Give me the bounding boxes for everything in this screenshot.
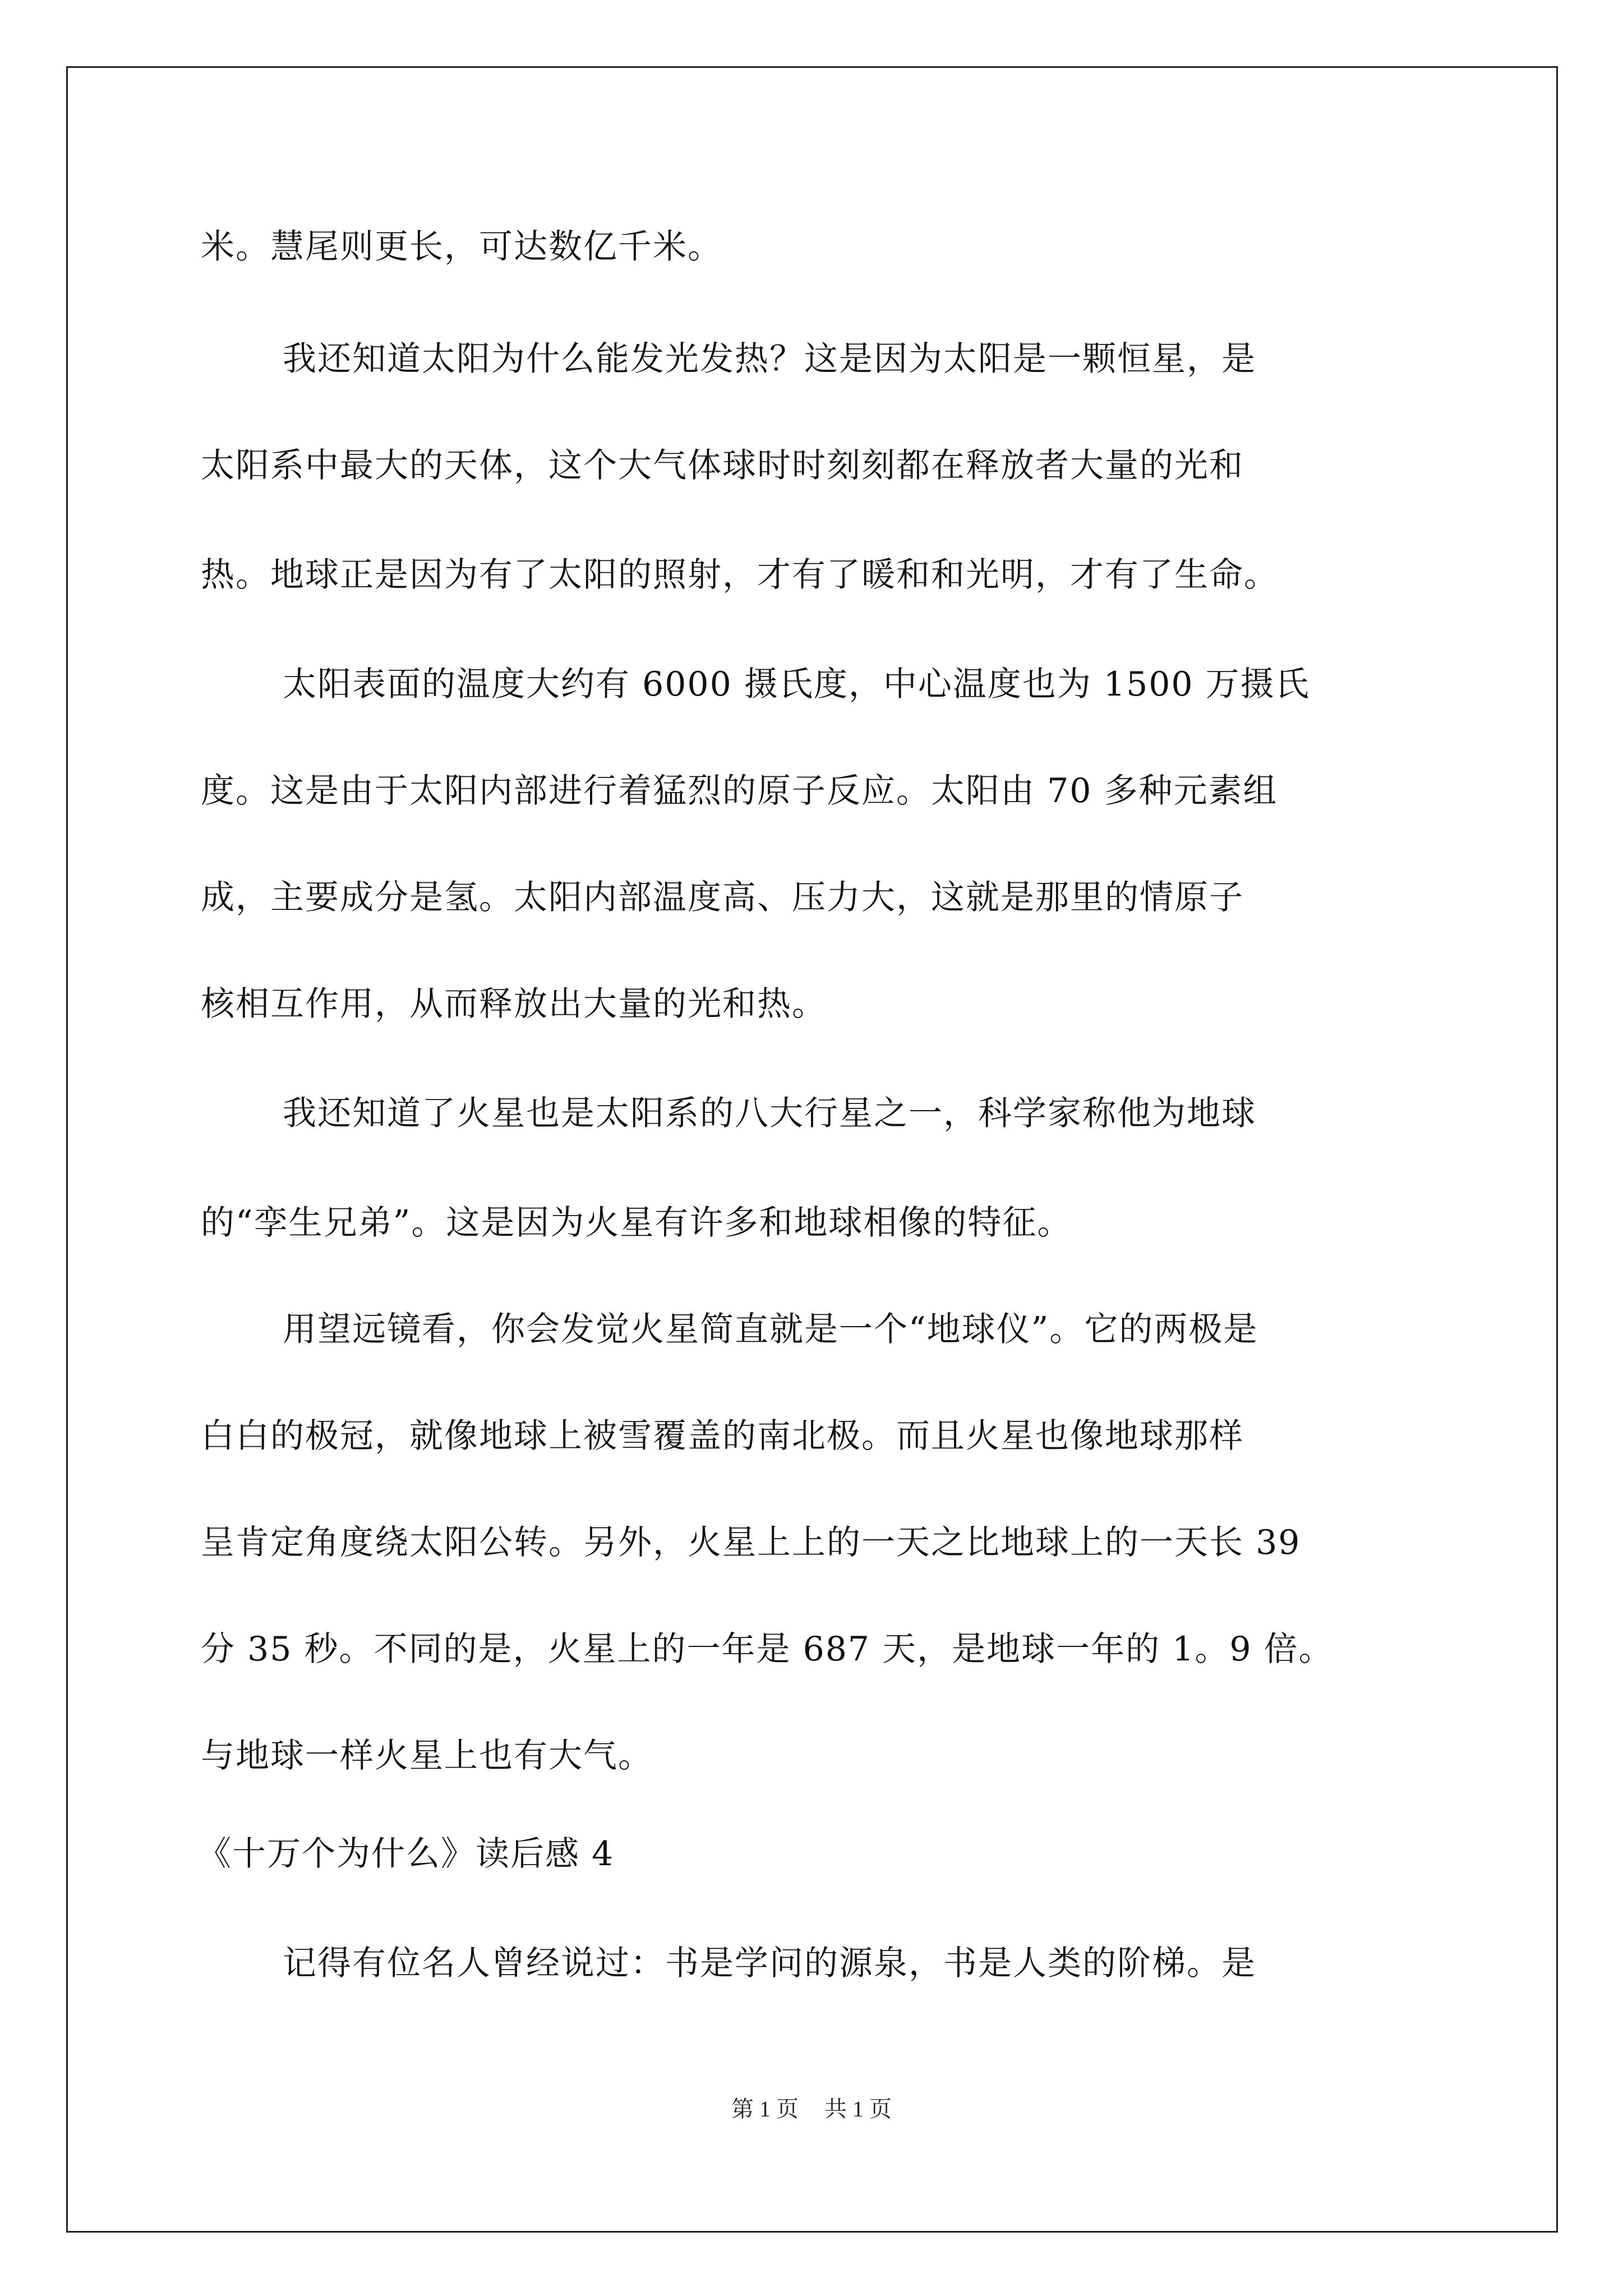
paragraph-start: 用望远镜看，你会发觉火星简直就是一个“地球仪”。它的两极是 xyxy=(283,1310,1258,1349)
paragraph-start: 记得有位名人曾经说过：书是学问的源泉，书是人类的阶梯。是 xyxy=(283,1944,1256,1983)
text-line: 白白的极冠，就像地球上被雪覆盖的南北极。而且火星也像地球那样 xyxy=(201,1416,1244,1456)
paragraph-start: 我还知道太阳为什么能发光发热？这是因为太阳是一颗恒星，是 xyxy=(283,339,1256,379)
text-line: 米。慧尾则更长，可达数亿千米。 xyxy=(201,227,722,266)
text-line: 核相互作用，从而释放出大量的光和热。 xyxy=(201,984,827,1024)
section-heading: 《十万个为什么》读后感 4 xyxy=(197,1834,615,1874)
text-line: 热。地球正是因为有了太阳的照射，才有了暖和和光明，才有了生命。 xyxy=(201,555,1279,595)
page-footer xyxy=(0,2095,1623,2123)
page-border xyxy=(66,66,1558,2233)
text-line: 度。这是由于太阳内部进行着猛烈的原子反应。太阳由 70 多种元素组 xyxy=(201,771,1278,811)
page-total: 共 1 页 xyxy=(824,2096,892,2122)
paragraph-start: 太阳表面的温度大约有 6000 摄氏度，中心温度也为 1500 万摄氏 xyxy=(283,665,1310,704)
text-line: 呈肯定角度绕太阳公转。另外，火星上上的一天之比地球上的一天长 39 xyxy=(201,1523,1301,1562)
text-line: 分 35 秒。不同的是，火星上的一年是 687 天，是地球一年的 1。9 倍。 xyxy=(201,1630,1334,1669)
text-line: 太阳系中最大的天体，这个大气体球时时刻刻都在释放者大量的光和 xyxy=(201,446,1244,485)
text-line: 成，主要成分是氢。太阳内部温度高、压力大，这就是那里的情原子 xyxy=(201,878,1244,917)
paragraph-start: 我还知道了火星也是太阳系的八大行星之一，科学家称他为地球 xyxy=(283,1094,1256,1133)
page-number: 第 1 页 xyxy=(731,2096,799,2122)
text-line: 与地球一样火星上也有大气。 xyxy=(201,1736,653,1775)
text-line: 的“孪生兄弟”。这是因为火星有许多和地球相像的特征。 xyxy=(201,1203,1072,1243)
